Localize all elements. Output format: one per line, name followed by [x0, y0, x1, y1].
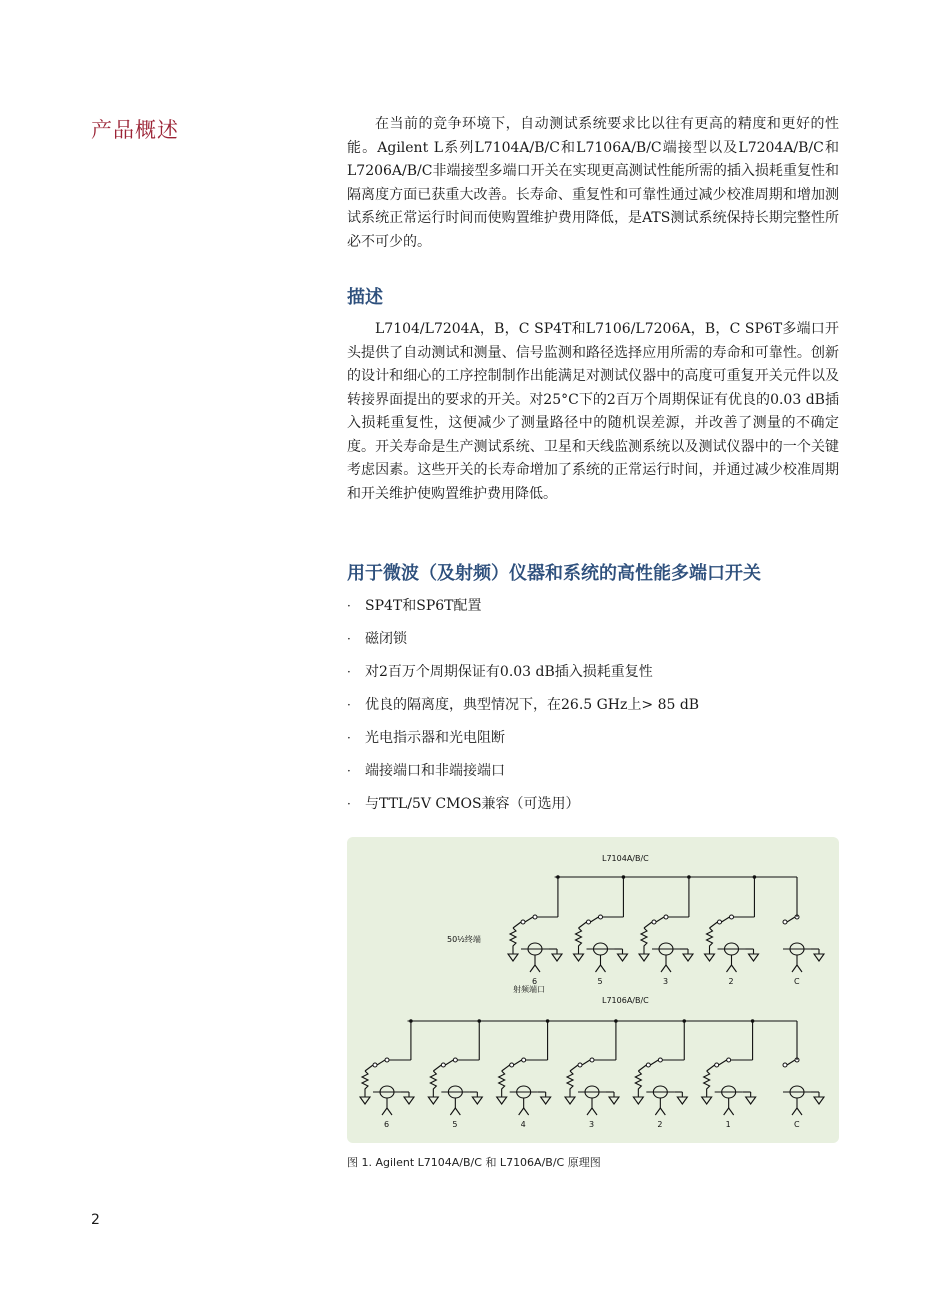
feature-text: 端接端口和非端接端口 — [365, 763, 505, 779]
port-number: C — [794, 1120, 800, 1129]
port-connector — [792, 1108, 802, 1115]
schematic-figure — [347, 837, 839, 1143]
term-wire — [570, 1065, 578, 1071]
bus-node — [753, 875, 757, 879]
ground-symbol — [574, 954, 584, 961]
list-item — [347, 727, 699, 760]
ground-symbol — [428, 1097, 438, 1104]
resistor — [567, 1071, 573, 1097]
ground-symbol — [472, 1097, 482, 1104]
ground-symbol — [360, 1097, 370, 1104]
ground-symbol — [639, 954, 649, 961]
term-wire — [433, 1065, 441, 1071]
ground-symbol — [552, 954, 562, 961]
resistor — [704, 1071, 710, 1097]
bullet-glyph: · — [347, 599, 351, 613]
switch-arm — [514, 1060, 522, 1065]
port-connector — [587, 1108, 597, 1115]
port-number: 1 — [725, 1120, 731, 1129]
contact — [522, 1058, 526, 1062]
list-item — [347, 760, 699, 793]
contact — [727, 1058, 731, 1062]
page-number: 2 — [91, 1212, 100, 1228]
ground-symbol — [404, 1097, 414, 1104]
bullet-glyph: · — [347, 632, 351, 646]
feature-text: 磁闭锁 — [365, 631, 407, 647]
bus-node — [614, 1019, 618, 1023]
port-connector — [530, 965, 540, 972]
ground-symbol — [814, 1097, 824, 1104]
contact — [578, 1063, 582, 1067]
term-wire — [365, 1065, 373, 1071]
intro-paragraph: 在当前的竞争环境下，自动测试系统要求比以往有更高的精度和更好的性能。Agilent L系列L7104A/B/C和L7106A/B/C端接型以及L7204A/B/C和L7206A/B/C非端接型多端口开关在实现更高测试性能所需的插入损耗重复性和隔离度方面已获重大改善。长寿命、重复性和可靠性通过减少校准周期和增加测试系统正常运行时间而使购置维护费用降低，是ATS测试系统保持长期完整性所必不可少的。 — [347, 116, 839, 250]
port-connector — [724, 1108, 734, 1115]
port-number: 6 — [532, 977, 538, 986]
contact — [718, 920, 722, 924]
contact — [587, 920, 591, 924]
term-wire — [710, 922, 718, 928]
switch-arm — [591, 917, 599, 922]
port-number: 4 — [520, 1120, 526, 1129]
contact — [664, 915, 668, 919]
top-circuit — [508, 875, 824, 986]
switch-arm — [656, 917, 664, 922]
resistor — [499, 1071, 505, 1097]
resistor — [576, 928, 582, 954]
description-heading: 描述 — [347, 287, 383, 308]
feature-text: 对2百万个周期保证有0.03 dB插入损耗重复性 — [365, 664, 653, 680]
term-wire — [513, 922, 521, 928]
section-title: 产品概述 — [91, 118, 179, 142]
ground-symbol — [508, 954, 518, 961]
bus-node — [687, 875, 691, 879]
resistor — [362, 1071, 368, 1097]
switch-arm — [722, 917, 730, 922]
description-paragraph: L7104/L7204A，B，C SP4T和L7106/L7206A，B，C SP6T多端口开头提供了自动测试和测量、信号监测和路径选择应用所需的寿命和可靠性。创新的设计和细心的工序控制制作出能满足对测试仪器中的高度可重复开关元件以及转接界面提出的要求的开关。对25°C下的2百万个周期保证有优良的0.03 dB插入损耗重复性，这便减少了测量路径中的随机误差源，并改善了测量的不确定度。开关寿命是生产测试系统、卫星和天线监测系统以及测试仪器中的一个关键考虑因素。这些开关的长寿命增加了系统的正常运行时间，并通过减少校准周期和开关维护使购置维护费用降低。 — [347, 321, 839, 502]
top-switch-label: L7104A/B/C — [602, 854, 649, 863]
intro-block — [347, 113, 839, 254]
bullet-glyph: · — [347, 731, 351, 745]
resistor — [707, 928, 713, 954]
list-item — [347, 694, 699, 727]
port-number: 6 — [384, 1120, 390, 1129]
contact — [599, 915, 603, 919]
feature-text: 光电指示器和光电阻断 — [365, 730, 505, 746]
switch-arm — [719, 1060, 727, 1065]
contact — [533, 915, 537, 919]
port-connector — [450, 1108, 460, 1115]
term-wire — [638, 1065, 646, 1071]
bullet-glyph: · — [347, 698, 351, 712]
port-connector — [655, 1108, 665, 1115]
contact — [715, 1063, 719, 1067]
term-wire — [502, 1065, 510, 1071]
resistor — [641, 928, 647, 954]
contact — [646, 1063, 650, 1067]
description-block — [347, 318, 839, 506]
port-connector — [382, 1108, 392, 1115]
switch-arm — [787, 917, 795, 922]
ground-symbol — [618, 954, 628, 961]
contact — [510, 1063, 514, 1067]
bus-node — [682, 1019, 686, 1023]
port-connector — [519, 1108, 529, 1115]
contact — [783, 1063, 787, 1067]
contact — [385, 1058, 389, 1062]
port-number: 5 — [597, 977, 603, 986]
contact — [373, 1063, 377, 1067]
figure-caption: 图 1. Agilent L7104A/B/C 和 L7106A/B/C 原理图 — [347, 1156, 601, 1169]
contact — [783, 920, 787, 924]
rf-port-label: 射频端口 — [513, 985, 545, 994]
port-connector — [727, 965, 737, 972]
port-number: 3 — [589, 1120, 595, 1129]
contact — [521, 920, 525, 924]
bus-node — [622, 875, 626, 879]
port-number: 5 — [452, 1120, 458, 1129]
contact — [652, 920, 656, 924]
port-number: C — [794, 977, 800, 986]
port-connector — [661, 965, 671, 972]
resistor — [635, 1071, 641, 1097]
switch-arm — [525, 917, 533, 922]
ground-symbol — [705, 954, 715, 961]
contact — [441, 1063, 445, 1067]
list-item — [347, 661, 699, 694]
schematic-diagram — [347, 837, 839, 1143]
ground-symbol — [702, 1097, 712, 1104]
ground-symbol — [683, 954, 693, 961]
contact — [658, 1058, 662, 1062]
switch-arm — [650, 1060, 658, 1065]
port-number: 3 — [663, 977, 669, 986]
ground-symbol — [497, 1097, 507, 1104]
bus-node — [751, 1019, 755, 1023]
list-item — [347, 628, 699, 661]
ground-symbol — [677, 1097, 687, 1104]
ground-symbol — [565, 1097, 575, 1104]
resistor — [510, 928, 516, 954]
contact — [590, 1058, 594, 1062]
ground-symbol — [541, 1097, 551, 1104]
ground-symbol — [633, 1097, 643, 1104]
list-item — [347, 595, 699, 628]
bullet-glyph: · — [347, 764, 351, 778]
port-number: 2 — [657, 1120, 663, 1129]
feature-list — [347, 595, 699, 826]
bus-node — [556, 875, 560, 879]
list-item — [347, 793, 699, 826]
switch-arm — [582, 1060, 590, 1065]
contact — [730, 915, 734, 919]
term-wire — [707, 1065, 715, 1071]
features-heading: 用于微波（及射频）仪器和系统的高性能多端口开关 — [347, 563, 761, 584]
ground-symbol — [609, 1097, 619, 1104]
ground-symbol — [746, 1097, 756, 1104]
ground-symbol — [749, 954, 759, 961]
feature-text: 与TTL/5V CMOS兼容（可选用） — [365, 796, 580, 812]
switch-arm — [787, 1060, 795, 1065]
bullet-glyph: · — [347, 797, 351, 811]
termination-label: 50½终端 — [447, 935, 481, 944]
switch-arm — [445, 1060, 453, 1065]
term-wire — [644, 922, 652, 928]
bus-node — [409, 1019, 413, 1023]
port-connector — [792, 965, 802, 972]
bottom-circuit — [360, 1019, 824, 1129]
bus-node — [477, 1019, 481, 1023]
bus-node — [546, 1019, 550, 1023]
feature-text: 优良的隔离度，典型情况下，在26.5 GHz上> 85 dB — [365, 697, 700, 713]
resistor — [430, 1071, 436, 1097]
port-number: 2 — [728, 977, 734, 986]
ground-symbol — [814, 954, 824, 961]
term-wire — [579, 922, 587, 928]
port-connector — [596, 965, 606, 972]
bullet-glyph: · — [347, 665, 351, 679]
bottom-switch-label: L7106A/B/C — [602, 996, 649, 1005]
feature-text: SP4T和SP6T配置 — [365, 598, 482, 614]
contact — [453, 1058, 457, 1062]
switch-arm — [377, 1060, 385, 1065]
